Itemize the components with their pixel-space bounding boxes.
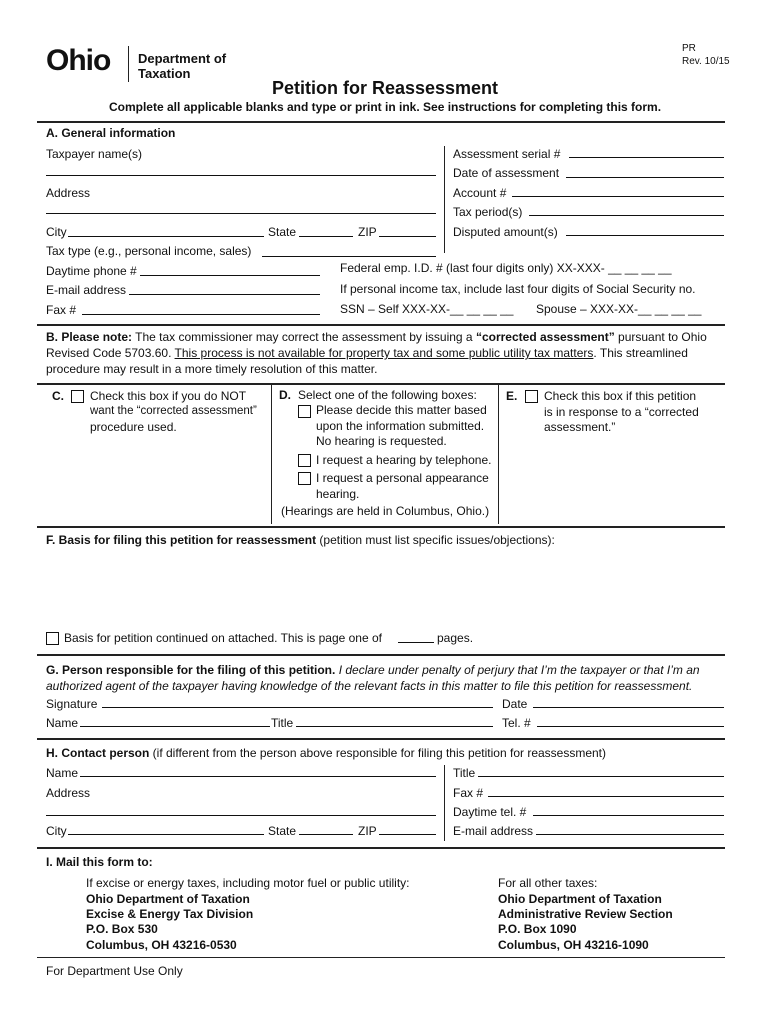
divider: [37, 654, 725, 656]
contact-name-field[interactable]: [80, 776, 436, 777]
excise-address-line3: P.O. Box 530: [86, 922, 158, 936]
divider: [37, 324, 725, 326]
address-field[interactable]: [46, 213, 436, 214]
section-d-label: D.: [279, 388, 291, 402]
contact-city-field[interactable]: [68, 834, 264, 835]
contact-email-label: E-mail address: [453, 824, 534, 838]
state-label: State: [268, 225, 297, 239]
section-b-corrected: “corrected assessment”: [475, 330, 615, 344]
date-field[interactable]: [533, 707, 724, 708]
section-i-heading: I. Mail this form to:: [46, 855, 153, 869]
basis-continued-checkbox[interactable]: [46, 632, 59, 645]
cde-divider-2: [498, 384, 499, 524]
contact-name-label: Name: [46, 766, 79, 780]
section-h-divider: [444, 765, 445, 841]
zip-field[interactable]: [379, 236, 436, 237]
disputed-amounts-field[interactable]: [566, 235, 724, 236]
contact-email-field[interactable]: [536, 834, 724, 835]
contact-fax-label: Fax #: [453, 786, 484, 800]
address-label: Address: [46, 186, 91, 200]
department-use-label: For Department Use Only: [46, 964, 183, 978]
ohio-logo: Ohio: [46, 44, 111, 77]
section-b-text2: pursuant to Ohio Revised Code 5703.60.: [46, 330, 707, 360]
date-of-assessment-label: Date of assessment: [453, 166, 560, 180]
ssn-self[interactable]: SSN – Self XXX-XX-__ __ __ __: [340, 302, 514, 316]
section-b-note: [46, 329, 726, 377]
personal-income-note: If personal income tax, include last four digits of Social Security no.: [340, 282, 696, 296]
no-hearing-checkbox[interactable]: [298, 405, 311, 418]
other-taxes-intro: For all other taxes:: [498, 876, 598, 890]
tax-type-field[interactable]: [262, 256, 436, 257]
name-field[interactable]: [80, 726, 270, 727]
disputed-amounts-label: Disputed amount(s): [453, 225, 558, 239]
contact-state-label: State: [268, 824, 297, 838]
basis-continued-label: Basis for petition continued on attached. This is page one of: [64, 631, 382, 645]
name-label: Name: [46, 716, 79, 730]
taxpayer-names-label: Taxpayer name(s): [46, 147, 143, 161]
section-g-label: G. Person responsible for the filing of this petition.: [46, 663, 336, 677]
telephone-hearing-label: I request a hearing by telephone.: [316, 453, 492, 467]
account-field[interactable]: [512, 196, 724, 197]
section-b-text3: . This streamlined procedure may result in a more timely resolution of this matter.: [46, 346, 688, 376]
city-field[interactable]: [68, 236, 264, 237]
form-code: PR: [682, 43, 696, 54]
section-h-heading: [46, 746, 606, 760]
signature-label: Signature: [46, 697, 98, 711]
dept-name-line1: Department of: [138, 51, 227, 66]
contact-zip-label: ZIP: [358, 824, 377, 838]
state-field[interactable]: [299, 236, 353, 237]
personal-hearing-checkbox[interactable]: [298, 472, 311, 485]
other-address-line2: Administrative Review Section: [498, 907, 673, 921]
form-revision: Rev. 10/15: [682, 56, 730, 67]
section-c-label: C.: [52, 389, 64, 403]
tel-field[interactable]: [537, 726, 724, 727]
city-label: City: [46, 225, 67, 239]
personal-hearing-line1: I request a personal appearance: [316, 471, 489, 485]
tax-periods-field[interactable]: [529, 215, 724, 216]
section-b-label: B. Please note:: [46, 330, 133, 344]
telephone-hearing-checkbox[interactable]: [298, 454, 311, 467]
taxpayer-names-field[interactable]: [46, 175, 436, 176]
other-address-line4: Columbus, OH 43216-1090: [498, 938, 649, 952]
contact-city-label: City: [46, 824, 67, 838]
page-count-field[interactable]: [398, 642, 434, 643]
zip-label: ZIP: [358, 225, 377, 239]
section-e-line2: is in response to a “corrected: [544, 405, 699, 419]
assessment-serial-label: Assessment serial #: [453, 147, 561, 161]
divider: [37, 383, 725, 385]
excise-intro: If excise or energy taxes, including motor fuel or public utility:: [86, 876, 410, 890]
cde-divider-1: [271, 384, 272, 524]
section-f-label: F. Basis for filing this petition for reassessment: [46, 533, 317, 547]
account-label: Account #: [453, 186, 507, 200]
section-g-declaration: I declare under penalty of perjury that I’m the taxpayer or that I’m an authorized agent of the taxpayer having knowledge of the relevant facts in this matter to file this petition for reassessment.: [46, 663, 700, 693]
section-d-intro: Select one of the following boxes:: [298, 388, 477, 402]
tel-label: Tel. #: [502, 716, 531, 730]
personal-hearing-line2: hearing.: [316, 487, 360, 501]
tax-type-label: Tax type (e.g., personal income, sales): [46, 244, 252, 258]
divider: [37, 957, 725, 958]
form-title: Petition for Reassessment: [271, 78, 499, 98]
signature-field[interactable]: [102, 707, 493, 708]
fax-label: Fax #: [46, 303, 77, 317]
section-g-text: [46, 662, 726, 694]
tax-periods-label: Tax period(s): [453, 205, 523, 219]
no-hearing-line3: No hearing is requested.: [316, 434, 447, 448]
ssn-spouse[interactable]: Spouse – XXX-XX-__ __ __ __: [536, 302, 702, 316]
section-h-label: H. Contact person: [46, 746, 150, 760]
section-c-line2: want the “corrected assessment”: [90, 405, 257, 417]
contact-daytime-tel-label: Daytime tel. #: [453, 805, 527, 819]
section-c-line1: Check this box if you do NOT: [90, 389, 247, 403]
title-field[interactable]: [296, 726, 493, 727]
excise-address-line2: Excise & Energy Tax Division: [86, 907, 254, 921]
divider: [37, 526, 725, 528]
contact-state-field[interactable]: [299, 834, 353, 835]
contact-title-field[interactable]: [478, 776, 724, 777]
other-address-line1: Ohio Department of Taxation: [498, 892, 662, 906]
section-b-text1: The tax commissioner may correct the assessment by issuing a: [132, 330, 476, 344]
section-c-line3: procedure used.: [90, 420, 177, 434]
basis-text-area[interactable]: [46, 552, 726, 626]
pages-label: pages.: [437, 631, 474, 645]
other-address-line3: P.O. Box 1090: [498, 922, 577, 936]
contact-fax-field[interactable]: [488, 796, 724, 797]
hearing-location-note: (Hearings are held in Columbus, Ohio.): [281, 504, 490, 518]
dept-name-line2: Taxation: [138, 66, 191, 81]
section-a-heading: A. General information: [46, 126, 176, 140]
email-field[interactable]: [129, 294, 320, 295]
logo-divider: [128, 46, 129, 82]
title-label: Title: [271, 716, 294, 730]
daytime-phone-label: Daytime phone #: [46, 264, 137, 278]
section-e-label: E.: [506, 389, 518, 403]
contact-zip-field[interactable]: [379, 834, 436, 835]
section-a-divider: [444, 146, 445, 253]
no-hearing-line1: Please decide this matter based: [316, 403, 487, 417]
form-subtitle: Complete all applicable blanks and type or print in ink. See instructions for completing this form.: [108, 100, 662, 114]
section-e-checkbox[interactable]: [525, 390, 538, 403]
contact-address-field[interactable]: [46, 815, 436, 816]
excise-address-line4: Columbus, OH 43216-0530: [86, 938, 237, 952]
section-e-line1: Check this box if this petition: [544, 389, 697, 403]
section-h-sub: (if different from the person above responsible for filing this petition for reassessment): [149, 746, 607, 760]
divider: [37, 847, 725, 849]
assessment-serial-field[interactable]: [569, 157, 724, 158]
fax-field[interactable]: [82, 314, 320, 315]
federal-emp-id[interactable]: Federal emp. I.D. # (last four digits only) XX-XXX- __ __ __ __: [340, 261, 672, 275]
divider: [37, 121, 725, 123]
divider: [37, 738, 725, 740]
email-label: E-mail address: [46, 283, 127, 297]
contact-daytime-tel-field[interactable]: [533, 815, 724, 816]
daytime-phone-field[interactable]: [140, 275, 320, 276]
contact-title-label: Title: [453, 766, 476, 780]
date-label: Date: [502, 697, 528, 711]
excise-address-line1: Ohio Department of Taxation: [86, 892, 250, 906]
no-hearing-line2: upon the information submitted.: [316, 419, 485, 433]
section-e-line3: assessment.”: [544, 420, 616, 434]
section-f-sub: (petition must list specific issues/objections):: [316, 533, 555, 547]
section-f-heading: [46, 533, 555, 547]
section-b-underlined: This process is not available for property tax and some public utility tax matters: [174, 346, 594, 360]
section-c-checkbox[interactable]: [71, 390, 84, 403]
contact-address-label: Address: [46, 786, 91, 800]
date-of-assessment-field[interactable]: [566, 177, 724, 178]
